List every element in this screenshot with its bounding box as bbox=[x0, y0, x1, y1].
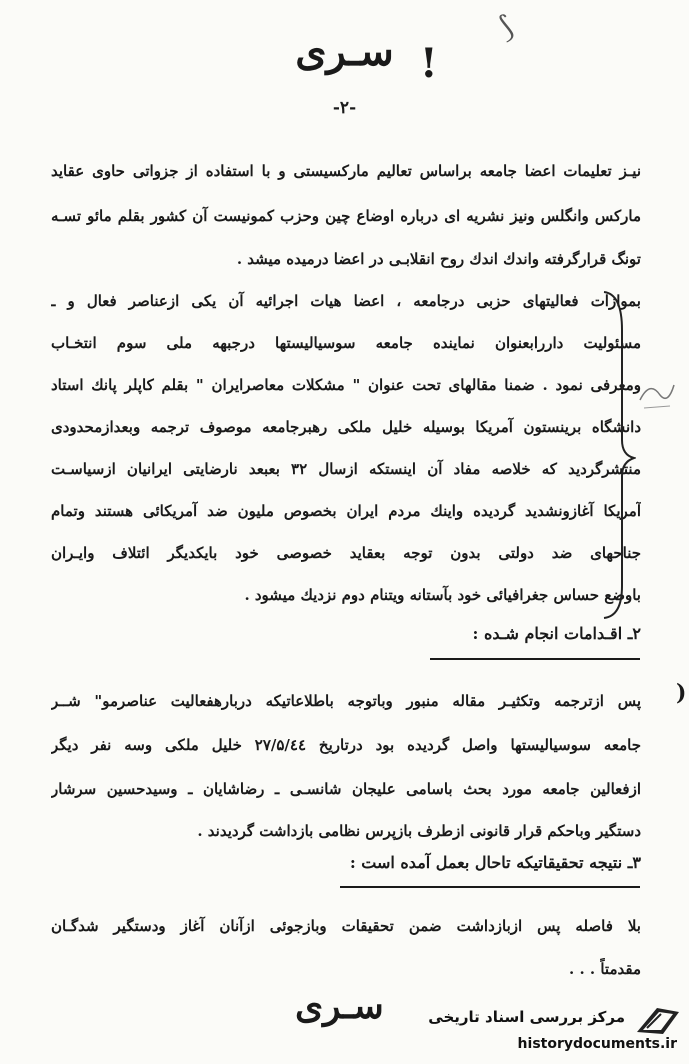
margin-doodle bbox=[630, 370, 680, 420]
paragraph-2-line-2: مسئوليت داررابعنوان نماينده جامعه سوسياليستها درجبهه ملی سوم انتخـاب bbox=[51, 334, 641, 352]
margin-bracket bbox=[600, 290, 636, 620]
section-3-underline bbox=[340, 886, 640, 888]
section-3-line-1: بلا فاصله پس ازبازداشت ضمن تحقيقات وبازجوئی ازآنان آغاز ودستگير شدگـان bbox=[51, 917, 641, 935]
paragraph-1-line-3: تونگ قرارگرفته واندك اندك روح انقلابـی در اعضا درميده ميشد . bbox=[236, 250, 641, 268]
paragraph-2-line-5: منتشرگرديد كه خلاصه مفاد آن اينستكه ازسال ۳۲ بعبعد نارضايتی ايرانيان ازسياسـت bbox=[51, 460, 641, 478]
paragraph-2-line-1: بموازات فعاليتهای حزبی درجامعه ، اعضا هيات اجرائيه آن يكی ازعناصر فعال و ـ bbox=[51, 292, 641, 310]
watermark bbox=[400, 1000, 685, 1060]
paragraph-2-line-3: ومعرفی نمود . ضمنا مقالهای تحت عنوان " مشكلات معاصرايران " بقلم كاپلر پانك استاد bbox=[51, 376, 641, 394]
margin-paren: ) bbox=[676, 680, 687, 706]
margin-mark: ! bbox=[420, 40, 438, 87]
page-number: -۲- bbox=[332, 98, 357, 118]
margin-scribble: ⟆ bbox=[494, 9, 518, 46]
paragraph-1-line-2: ماركس وانگلس ونيز نشريه ای درباره اوضاع چين وحزب كمونيست آن كشور بقلم مائو تسـه bbox=[51, 207, 641, 225]
section-2-line-4: دستگير وباحكم قرار قانونی ازطرف بازپرس نظامی بازداشت گرديدند . bbox=[197, 822, 641, 840]
section-2-line-2: جامعه سوسياليستها واصل گرديده بود درتاريخ ۲۷/۵/٤٤ خليل ملكی وسه نفر ديگر bbox=[51, 736, 641, 754]
paragraph-2-line-6: آمريكا آغازونشديد گرديده واينك مردم ايران بخصوص مليون ضد آمريكائی هستند وتمام bbox=[51, 502, 641, 520]
section-3-line-2: مقدمتاً . . . bbox=[569, 960, 641, 978]
watermark-url: historydocuments.ir bbox=[517, 1036, 677, 1052]
paragraph-2-line-4: دانشگاه برينستون آمريكا بوسيله خليل ملكی رهبرجامعه موصوف ترجمه وبعدازمحدودی bbox=[51, 418, 641, 436]
paragraph-2-line-7: جناحهای ضد دولتی بدون توجه بعقايد خصوصی خود بايكديگر ائتلاف وايـران bbox=[51, 544, 641, 562]
watermark-org-name: مركز بررسی اسناد تاريخی bbox=[428, 1008, 625, 1026]
section-2-heading: ۲ـ اقـدامات انجام شـده : bbox=[472, 624, 641, 643]
section-3-heading: ۳ـ نتيجه تحقيقاتيكه تاحال بعمل آمده است : bbox=[349, 853, 641, 872]
section-2-line-3: ازفعالين جامعه مورد بحث باسامی عليجان شانسـی ـ رضاشايان ـ وسيدحسين سرشار bbox=[51, 780, 641, 798]
paragraph-1-line-1: نيـز تعليمات اعضا جامعه براساس تعاليم ماركسيستى و با استفاده از جزواتى حاوی عقايد bbox=[51, 162, 641, 180]
classification-footer: سـرى bbox=[295, 985, 384, 1027]
classification-header: سـرى bbox=[295, 28, 394, 75]
section-2-line-1: پس ازترجمه وتكثيـر مقاله منبور وباتوجه باطلاعاتيكه دربارهفعاليت عناصرمو" شــر bbox=[51, 692, 641, 710]
paragraph-2-line-8: باوضع حساس جغرافيائی خود بآستانه ويتنام دوم نزديك ميشود . bbox=[244, 586, 641, 604]
section-2-underline bbox=[430, 658, 640, 660]
book-logo-icon bbox=[633, 1002, 683, 1036]
